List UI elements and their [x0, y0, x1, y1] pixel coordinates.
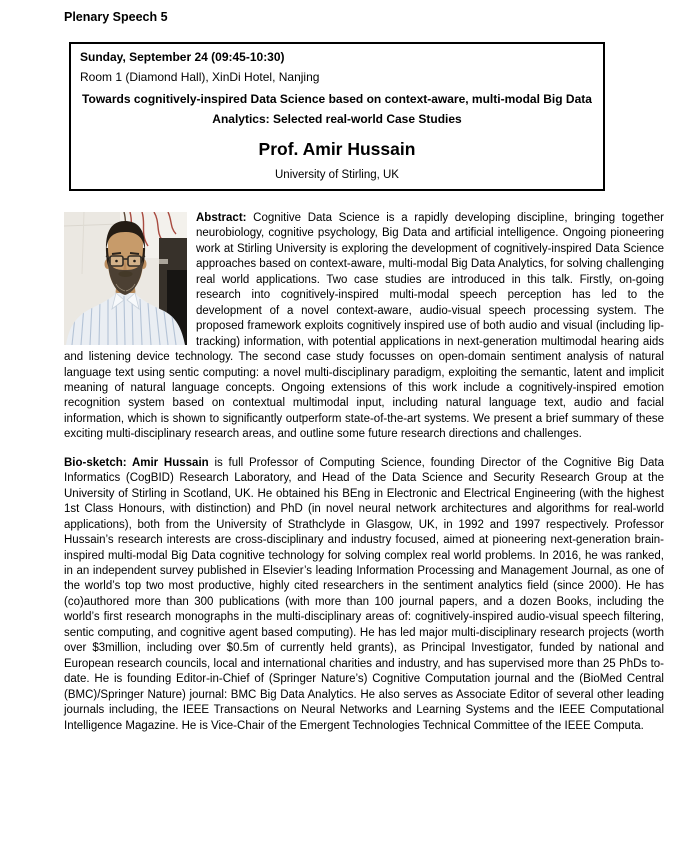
bio-label: Bio-sketch: Amir Hussain: [64, 456, 209, 469]
session-info-box: [69, 42, 605, 191]
abstract-label: Abstract:: [196, 212, 247, 224]
talk-title-line-2: Analytics: Selected real-world Case Studies: [212, 112, 462, 126]
plenary-heading: Plenary Speech 5: [64, 10, 168, 24]
talk-title: [80, 89, 594, 129]
bio-section: [64, 456, 664, 734]
speaker-affiliation: University of Stirling, UK: [275, 169, 399, 181]
speaker-photo: [64, 212, 187, 345]
session-location: Room 1 (Diamond Hall), XinDi Hotel, Nanjing: [80, 70, 320, 84]
session-datetime: Sunday, September 24 (09:45-10:30): [80, 50, 285, 64]
talk-title-line-1: Towards cognitively-inspired Data Science based on context-aware, multi-modal Big Data: [82, 92, 592, 106]
abstract-section: [64, 211, 664, 443]
abstract-text: Cognitive Data Science is a rapidly developing discipline, bringing together neurobiology, cognitive psychology, Big Data and artificial intelligence. Ongoing pioneering work at Stirling University is exploring the development of cognitively-inspired Data Science approaches based on context-aware, multi-modal Big Data Analytics, for solving challenging real world applications. Two case studies are introduced in this talk. Firstly, on-going research into cognitively-inspired multi-modal speech perception has led to the development of a novel context-aware, audio-visual speech processing system. The proposed framework exploits cognitively inspired use of both audio and visual (including lip-tracking) information, with potential applications in next-generation multimodal hearing aids and listening device technology. The second case study focusses on open-domain sentiment analysis of natural language text using sentic computing: a novel multi-disciplinary paradigm, exploiting the semantic, latent and implicit meaning of natural language concepts. Ongoing extensions of this work include a cognitively-inspired emotion recognition system based on contextual multimodal input, including natural language text, audio and facial information, which is shown to significantly outperform state-of-the-art systems. We present a brief summary of these exciting multi-disciplinary research areas, and outline some future research directions and challenges.: [64, 212, 664, 441]
speaker-name: Prof. Amir Hussain: [258, 139, 416, 159]
bio-text: is full Professor of Computing Science, founding Director of the Cognitive Big Data Informatics (CogBID) Research Laboratory, and Head of the Data Science and Security Research Group at the University of Stirling in Scotland, UK. He obtained his BEng in Electronic and Electrical Engineering (with the highest 1st Class Honours, with distinction) and PhD (in novel neural network architectures and algorithms for real-world applications), both from the University of Strathclyde in Glasgow, UK, in 1992 and 1997 respectively. Professor Hussain’s research interests are cross-disciplinary and industry focused, aimed at pioneering next-generation brain-inspired multi-modal Big Data cognitive technology for solving complex real world problems. In 2016, he was ranked, in an independent survey published in Elsevier’s leading Information Processing and Management Journal, as one of the world’s top two most productive, highly cited researchers in the sentiment analytics field (since 2000). He has (co)authored more than 300 publications (with more than 100 journal papers, and a dozen Books, including the world’s first research monographs in the multi-disciplinary areas of: cognitively-inspired audio-visual speech filtering, sentic computing, and cognitive agent based computing). He has led major multi-disciplinary research projects (worth over $3million, including over $0.5m of currently held grants), as Principal Investigator, funded by national and European research councils, local and international charities and industry, and has supervised more than 25 PhDs to-date. He is founding Editor-in-Chief of (Springer Nature’s) Cognitive Computation journal and the (BioMed Central (BMC)/Springer Nature) journal: BMC Big Data Analytics. He also serves as Associate Editor of several other leading journals including, the IEEE Transactions on Neural Networks and Learning Systems and the IEEE Computational Intelligence Magazine. He is Vice-Chair of the Emergent Technologies Technical Committee of the IEEE Computa.: [64, 456, 664, 732]
bio-paragraph: [64, 456, 664, 734]
